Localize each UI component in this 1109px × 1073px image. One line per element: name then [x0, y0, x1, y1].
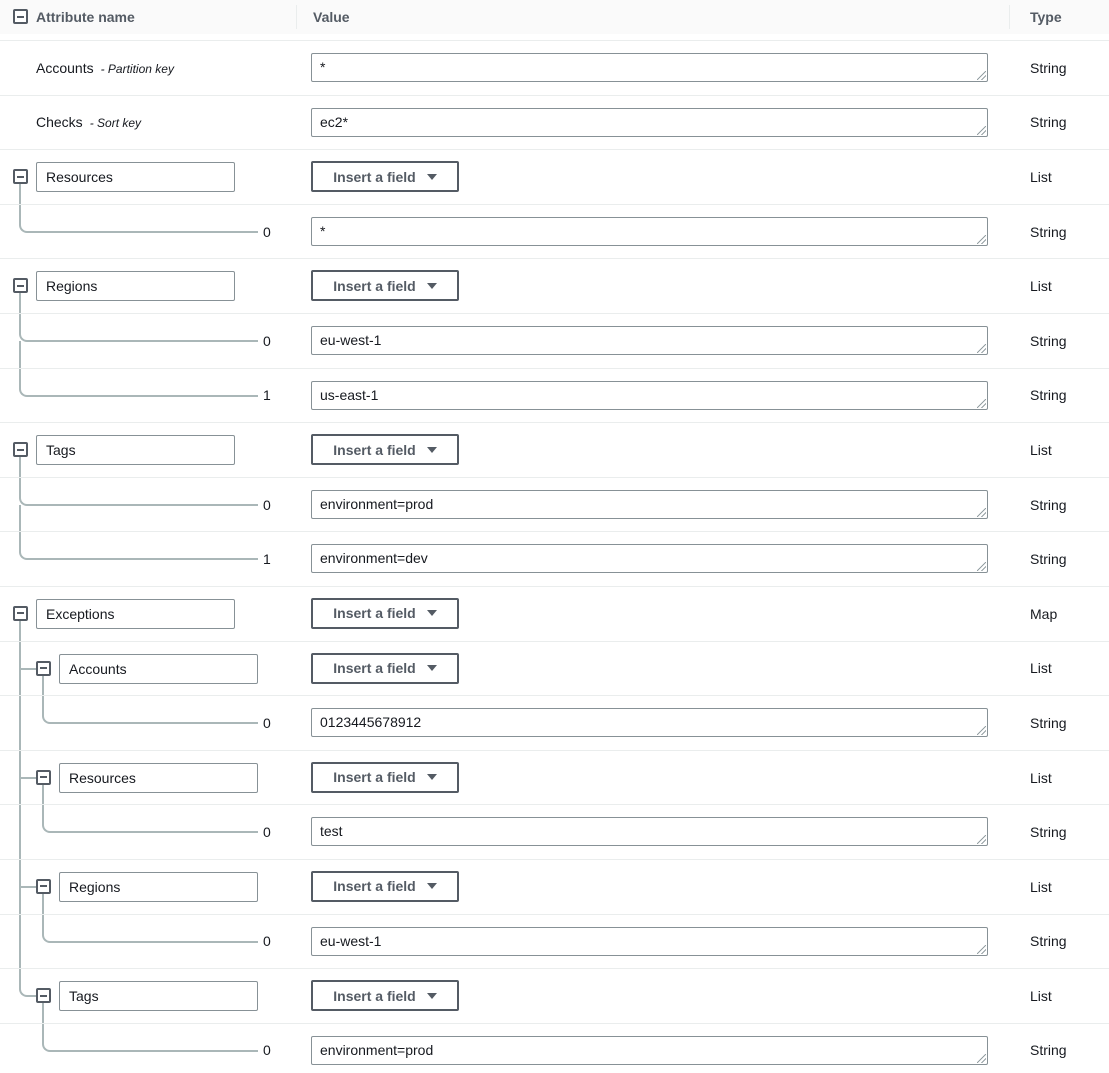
row-regions — [0, 259, 1109, 314]
resize-grip-icon[interactable] — [977, 1054, 986, 1063]
insert-field-label: Insert a field — [333, 168, 416, 185]
caret-down-icon — [427, 610, 437, 616]
row-resources — [0, 150, 1109, 205]
type-cell — [1009, 642, 1109, 696]
tree-connector — [19, 314, 258, 342]
attribute-cell — [0, 805, 311, 859]
insert-field-label: Insert a field — [333, 277, 416, 294]
row-regions-item-0 — [0, 314, 1109, 369]
attribute-cell — [0, 478, 311, 532]
tree-connector — [19, 805, 21, 859]
attribute-cell — [0, 696, 311, 750]
row-exceptions-accounts — [0, 642, 1109, 697]
minus-glyph — [17, 176, 24, 178]
attribute-name-input[interactable] — [59, 763, 258, 793]
value-textarea[interactable] — [311, 708, 988, 737]
collapse-all-icon[interactable] — [13, 9, 28, 24]
attribute-cell — [0, 642, 311, 696]
key-name: Accounts — [36, 59, 94, 76]
type-label: String — [1030, 551, 1067, 568]
tree-connector — [19, 969, 37, 997]
column-divider — [296, 5, 297, 29]
insert-field-button[interactable] — [311, 980, 459, 1011]
resize-grip-icon[interactable] — [977, 835, 986, 844]
row-exceptions-tags-item-0 — [0, 1024, 1109, 1073]
value-cell — [311, 696, 1009, 750]
type-label: String — [1030, 59, 1067, 76]
value-cell — [311, 205, 1009, 259]
collapse-toggle-icon[interactable] — [13, 442, 28, 457]
row-exceptions-regions — [0, 860, 1109, 915]
insert-field-label: Insert a field — [333, 660, 416, 677]
tree-connector — [19, 478, 258, 506]
value-textarea[interactable] — [311, 1036, 988, 1065]
attribute-cell — [0, 423, 311, 477]
type-cell — [1009, 587, 1109, 641]
row-resources-item-0 — [0, 205, 1109, 260]
caret-down-icon — [427, 993, 437, 999]
attribute-cell — [0, 314, 311, 368]
value-cell — [311, 587, 1009, 641]
value-textarea[interactable] — [311, 381, 988, 410]
row-accounts-partition-key — [0, 41, 1109, 96]
caret-down-icon — [427, 774, 437, 780]
attribute-cell — [0, 969, 311, 1023]
value-cell — [311, 532, 1009, 586]
attribute-cell — [0, 587, 311, 641]
type-label: List — [1030, 987, 1052, 1004]
attribute-cell — [0, 915, 311, 969]
insert-field-label: Insert a field — [333, 769, 416, 786]
minus-glyph — [17, 16, 24, 18]
tree-connector — [42, 785, 44, 805]
type-cell — [1009, 96, 1109, 150]
collapse-toggle-icon[interactable] — [13, 606, 28, 621]
type-label: List — [1030, 278, 1052, 295]
value-cell — [311, 41, 1009, 95]
minus-glyph — [40, 776, 47, 778]
resize-grip-icon[interactable] — [977, 726, 986, 735]
attribute-name-label — [36, 114, 141, 130]
index-label: 1 — [263, 551, 271, 568]
insert-field-button[interactable] — [311, 598, 459, 629]
value-textarea[interactable] — [311, 53, 988, 82]
type-label: String — [1030, 933, 1067, 950]
type-cell — [1009, 969, 1109, 1023]
attribute-cell — [0, 532, 311, 586]
type-cell — [1009, 205, 1109, 259]
minus-glyph — [17, 449, 24, 451]
key-hint: - Partition key — [100, 61, 174, 76]
key-name: Checks — [36, 114, 83, 131]
value-cell — [311, 423, 1009, 477]
minus-glyph — [17, 285, 24, 287]
value-cell — [311, 259, 1009, 313]
type-label: String — [1030, 332, 1067, 349]
value-cell — [311, 805, 1009, 859]
type-cell — [1009, 41, 1109, 95]
tree-connector — [19, 532, 258, 560]
type-label: List — [1030, 168, 1052, 185]
type-label: Map — [1030, 605, 1058, 622]
index-label: 0 — [263, 332, 271, 349]
minus-glyph — [17, 612, 24, 614]
caret-down-icon — [427, 283, 437, 289]
insert-field-button[interactable] — [311, 434, 459, 465]
attribute-name-input[interactable] — [36, 162, 235, 192]
type-cell — [1009, 1024, 1109, 1073]
attribute-name-input[interactable] — [36, 435, 235, 465]
attribute-cell — [0, 1024, 311, 1073]
insert-field-button[interactable] — [311, 871, 459, 902]
tree-connector — [19, 915, 21, 969]
collapse-toggle-icon[interactable] — [36, 770, 51, 785]
caret-down-icon — [427, 174, 437, 180]
index-label: 0 — [263, 223, 271, 240]
tree-connector — [42, 1024, 258, 1052]
type-label: List — [1030, 878, 1052, 895]
key-hint: - Sort key — [89, 116, 142, 131]
type-label: String — [1030, 114, 1067, 131]
index-label: 0 — [263, 496, 271, 513]
resize-grip-icon[interactable] — [977, 945, 986, 954]
column-header-attribute-name: Attribute name — [36, 9, 135, 25]
minus-glyph — [40, 667, 47, 669]
value-textarea[interactable] — [311, 817, 988, 846]
value-textarea[interactable] — [311, 326, 988, 355]
tree-connector — [19, 369, 258, 397]
resize-grip-icon[interactable] — [977, 71, 986, 80]
minus-glyph — [40, 885, 47, 887]
attribute-cell — [0, 259, 311, 313]
type-label: List — [1030, 769, 1052, 786]
tree-connector — [19, 184, 21, 204]
row-exceptions-accounts-item-0 — [0, 696, 1109, 751]
index-label: 0 — [263, 1042, 271, 1059]
value-textarea[interactable] — [311, 217, 988, 246]
resize-grip-icon[interactable] — [977, 126, 986, 135]
resize-grip-icon[interactable] — [977, 562, 986, 571]
index-label: 0 — [263, 824, 271, 841]
value-cell — [311, 478, 1009, 532]
row-exceptions — [0, 587, 1109, 642]
tree-connector — [19, 293, 21, 313]
collapse-toggle-icon[interactable] — [13, 169, 28, 184]
type-label: String — [1030, 387, 1067, 404]
resize-grip-icon[interactable] — [977, 235, 986, 244]
index-label: 0 — [263, 933, 271, 950]
header-divider — [0, 34, 1109, 41]
insert-field-button[interactable] — [311, 161, 459, 192]
tree-connector — [19, 457, 21, 477]
column-header-type: Type — [1030, 9, 1062, 25]
value-cell — [311, 1024, 1009, 1073]
attribute-name-label — [36, 60, 174, 76]
value-cell — [311, 860, 1009, 914]
minus-glyph — [40, 995, 47, 997]
value-textarea[interactable] — [311, 927, 988, 956]
value-textarea[interactable] — [311, 544, 988, 573]
insert-field-button[interactable] — [311, 270, 459, 301]
type-cell — [1009, 423, 1109, 477]
type-cell — [1009, 369, 1109, 423]
resize-grip-icon[interactable] — [977, 399, 986, 408]
tree-connector — [19, 777, 37, 779]
attribute-name-input[interactable] — [59, 872, 258, 902]
type-label: List — [1030, 441, 1052, 458]
type-label: List — [1030, 660, 1052, 677]
tree-connector — [42, 1003, 44, 1023]
attribute-cell — [0, 205, 311, 259]
type-cell — [1009, 478, 1109, 532]
attribute-name-input[interactable] — [59, 654, 258, 684]
index-label: 1 — [263, 387, 271, 404]
row-exceptions-resources-item-0 — [0, 805, 1109, 860]
collapse-toggle-icon[interactable] — [36, 988, 51, 1003]
type-cell — [1009, 915, 1109, 969]
value-textarea[interactable] — [311, 108, 988, 137]
value-cell — [311, 915, 1009, 969]
type-cell — [1009, 150, 1109, 204]
type-cell — [1009, 696, 1109, 750]
insert-field-label: Insert a field — [333, 878, 416, 895]
row-checks-sort-key — [0, 96, 1109, 151]
type-cell — [1009, 805, 1109, 859]
value-textarea[interactable] — [311, 490, 988, 519]
attribute-cell — [0, 96, 311, 150]
row-exceptions-tags — [0, 969, 1109, 1024]
type-cell — [1009, 860, 1109, 914]
index-label: 0 — [263, 714, 271, 731]
tree-connector — [19, 886, 37, 888]
collapse-toggle-icon[interactable] — [13, 278, 28, 293]
resize-grip-icon[interactable] — [977, 508, 986, 517]
type-cell — [1009, 751, 1109, 805]
tree-connector — [42, 805, 258, 833]
attribute-name-input[interactable] — [36, 271, 235, 301]
collapse-toggle-icon[interactable] — [36, 879, 51, 894]
column-header-value: Value — [313, 9, 350, 25]
value-cell — [311, 751, 1009, 805]
attribute-cell — [0, 860, 311, 914]
attribute-name-input[interactable] — [59, 981, 258, 1011]
caret-down-icon — [427, 447, 437, 453]
tree-connector — [19, 668, 37, 670]
value-cell — [311, 150, 1009, 204]
attribute-name-input[interactable] — [36, 599, 235, 629]
column-divider — [1009, 5, 1010, 29]
row-regions-item-1 — [0, 369, 1109, 424]
value-cell — [311, 314, 1009, 368]
row-tags-item-1 — [0, 532, 1109, 587]
insert-field-label: Insert a field — [333, 441, 416, 458]
attribute-cell — [0, 751, 311, 805]
attribute-cell — [0, 150, 311, 204]
resize-grip-icon[interactable] — [977, 344, 986, 353]
value-cell — [311, 96, 1009, 150]
value-cell — [311, 969, 1009, 1023]
table-header — [0, 0, 1109, 34]
row-exceptions-regions-item-0 — [0, 915, 1109, 970]
tree-connector — [42, 894, 44, 914]
tree-connector — [19, 696, 21, 750]
type-label: String — [1030, 496, 1067, 513]
row-tags — [0, 423, 1109, 478]
type-label: String — [1030, 1042, 1067, 1059]
caret-down-icon — [427, 665, 437, 671]
caret-down-icon — [427, 883, 437, 889]
tree-connector — [42, 915, 258, 943]
row-exceptions-resources — [0, 751, 1109, 806]
tree-connector — [19, 621, 21, 641]
attribute-cell — [0, 369, 311, 423]
type-label: String — [1030, 714, 1067, 731]
tree-connector — [19, 205, 258, 233]
insert-field-label: Insert a field — [333, 987, 416, 1004]
tree-connector — [19, 505, 21, 532]
insert-field-button[interactable] — [311, 762, 459, 793]
row-tags-item-0 — [0, 478, 1109, 533]
type-label: String — [1030, 223, 1067, 240]
tree-connector — [42, 676, 44, 696]
tree-connector — [19, 341, 21, 368]
attribute-cell — [0, 41, 311, 95]
value-cell — [311, 369, 1009, 423]
insert-field-button[interactable] — [311, 653, 459, 684]
value-cell — [311, 642, 1009, 696]
tree-connector — [42, 696, 258, 724]
type-cell — [1009, 314, 1109, 368]
collapse-toggle-icon[interactable] — [36, 661, 51, 676]
type-cell — [1009, 259, 1109, 313]
insert-field-label: Insert a field — [333, 605, 416, 622]
type-label: String — [1030, 824, 1067, 841]
type-cell — [1009, 532, 1109, 586]
